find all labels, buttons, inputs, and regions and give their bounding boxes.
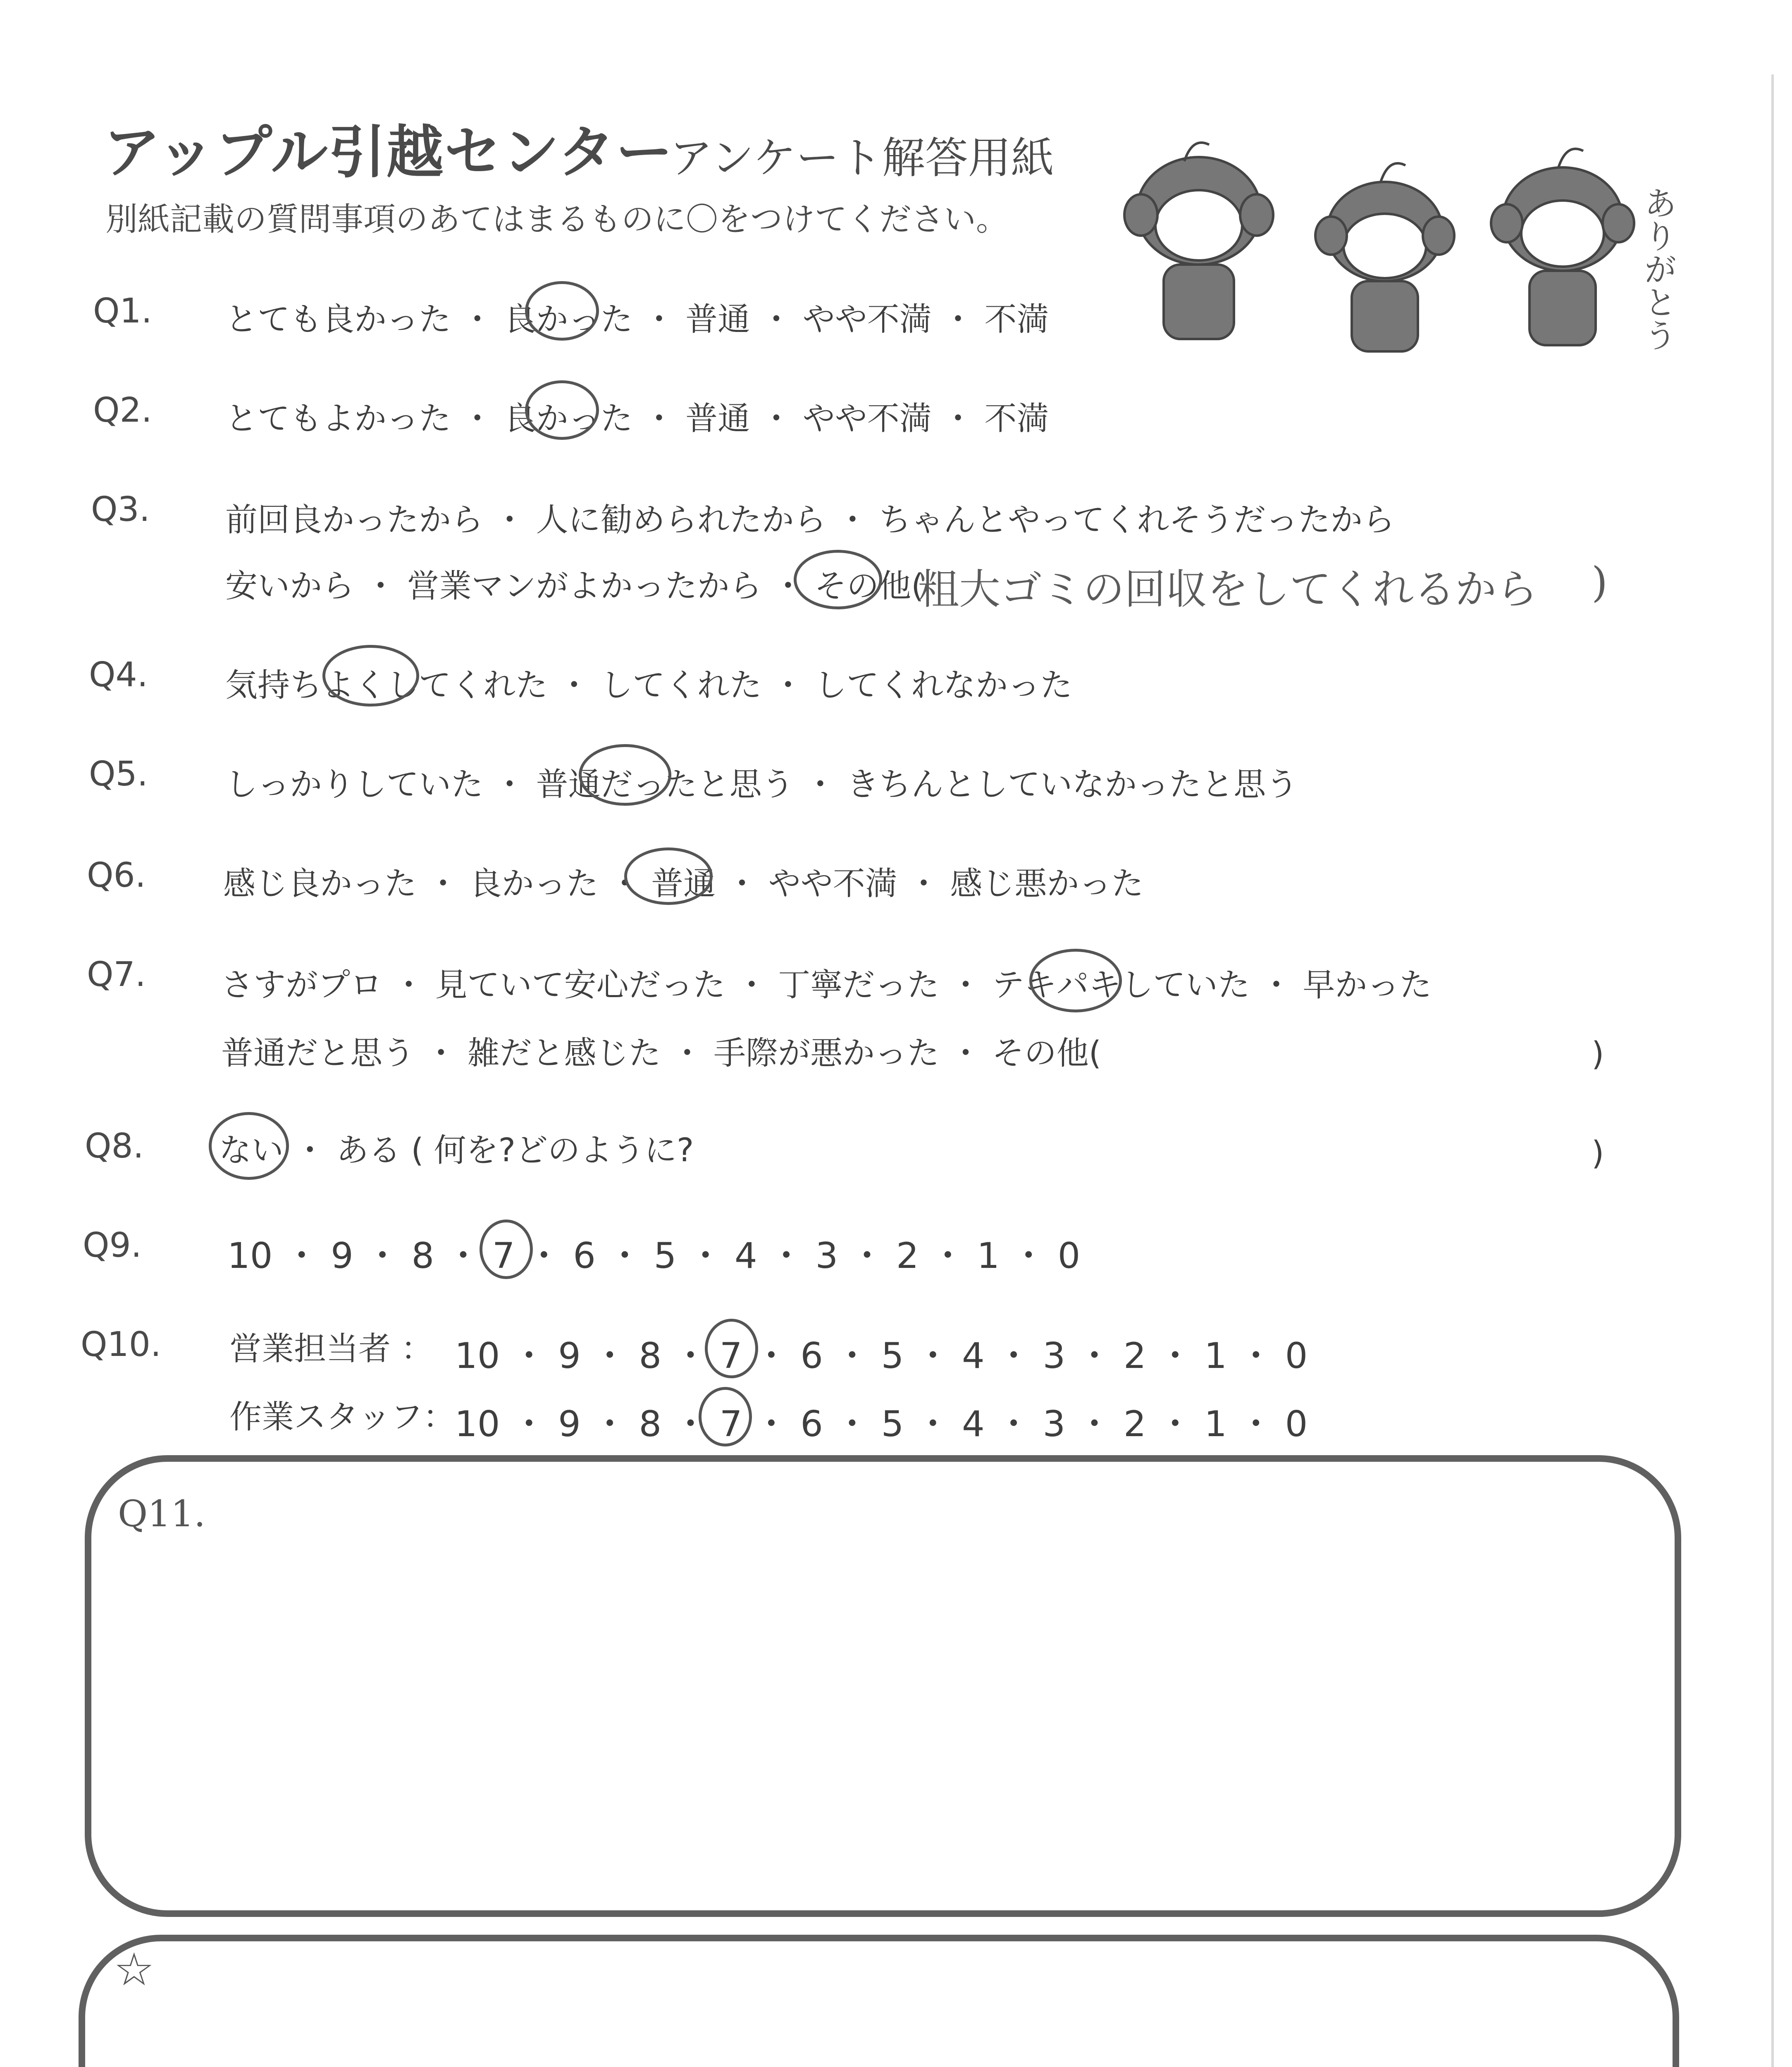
q10-staff-label: 作業スタッフ： <box>229 1399 456 1436</box>
q2-label: Q2. <box>93 391 152 430</box>
q4-options: 気持ちよくしてくれた ・ してくれた ・ してくれなかった <box>225 667 1073 704</box>
q5-label: Q5. <box>89 754 148 794</box>
q10-staff-answer-circle <box>699 1387 752 1446</box>
scan-edge-line <box>1771 74 1774 2067</box>
q7-options-line1: さすがプロ ・ 見ていて安心だった ・ 丁寧だった ・ テキパキしていた ・ 早かった <box>221 967 1432 1004</box>
star-comment-box <box>79 1935 1679 2067</box>
q10-staff-scale: 10 ・ 9 ・ 8 ・ 7 ・ 6 ・ 5 ・ 4 ・ 3 ・ 2 ・ 1 ・ 0 <box>455 1403 1308 1445</box>
q7-options-line2: 普通だと思う ・ 雑だと感じた ・ 手際が悪かった ・ その他( <box>221 1035 1102 1072</box>
q3-label: Q3. <box>91 490 150 529</box>
q8-label: Q8. <box>85 1127 144 1166</box>
q3-handwritten-other: 粗大ゴミの回収をしてくれるから <box>918 565 1538 613</box>
q8-options: ない ・ ある ( 何を?どのように? <box>219 1132 694 1169</box>
q4-label: Q4. <box>89 655 148 695</box>
q5-answer-circle <box>579 744 671 806</box>
q3-options-line2: 安いから ・ 営業マンがよかったから ・ その他( <box>225 568 924 605</box>
q9-answer-circle <box>480 1220 533 1279</box>
q1-answer-circle <box>525 281 599 341</box>
q10-sales-label: 営業担当者 ： <box>229 1330 433 1368</box>
q7-answer-circle <box>1029 949 1122 1012</box>
q8-close-paren: ) <box>1592 1135 1604 1172</box>
q5-options: しっかりしていた ・ 普通だったと思う ・ きちんとしていなかったと思う <box>225 766 1298 803</box>
thanks-text: ありがとう <box>1638 186 1677 351</box>
q8-answer-circle <box>209 1112 289 1180</box>
q6-options: 感じ良かった ・ 良かった ・ 普通 ・ やや不満 ・ 感じ悪かった <box>223 865 1144 902</box>
q1-label: Q1. <box>93 291 152 331</box>
q9-label: Q9. <box>83 1226 142 1265</box>
q10-sales-answer-circle <box>705 1319 758 1378</box>
star-label: ☆ <box>114 1943 155 1996</box>
q3-options-line1: 前回良かったから ・ 人に勧められたから ・ ちゃんとやってくれそうだったから <box>225 501 1395 539</box>
brand-title: アップル引越センター <box>103 119 674 186</box>
q7-label: Q7. <box>87 955 146 994</box>
q11-comment-box <box>85 1455 1681 1917</box>
form-title: アンケート解答用紙 <box>670 133 1054 183</box>
q10-label: Q10. <box>81 1325 161 1364</box>
instruction-text: 別紙記載の質問事項のあてはまるものに〇をつけてください。 <box>105 201 1009 238</box>
q10-sales-scale: 10 ・ 9 ・ 8 ・ 7 ・ 6 ・ 5 ・ 4 ・ 3 ・ 2 ・ 1 ・ 0 <box>455 1335 1308 1377</box>
q3-close-paren: ) <box>1592 558 1608 606</box>
q2-options: とてもよかった ・ 良かった ・ 普通 ・ やや不満 ・ 不満 <box>225 400 1049 437</box>
q11-label: Q11. <box>118 1492 206 1535</box>
q1-options: とても良かった ・ 良かった ・ 普通 ・ やや不満 ・ 不満 <box>225 301 1049 338</box>
q7-close-paren: ) <box>1592 1036 1604 1073</box>
q6-label: Q6. <box>87 856 146 895</box>
q9-scale: 10 ・ 9 ・ 8 ・ 7 ・ 6 ・ 5 ・ 4 ・ 3 ・ 2 ・ 1 ・ 0 <box>227 1235 1081 1277</box>
monkey-mascots-illustration <box>1095 136 1695 368</box>
q6-answer-circle <box>624 847 713 905</box>
q2-answer-circle <box>525 380 599 440</box>
q3-answer-circle <box>794 550 882 609</box>
q4-answer-circle <box>322 645 419 707</box>
